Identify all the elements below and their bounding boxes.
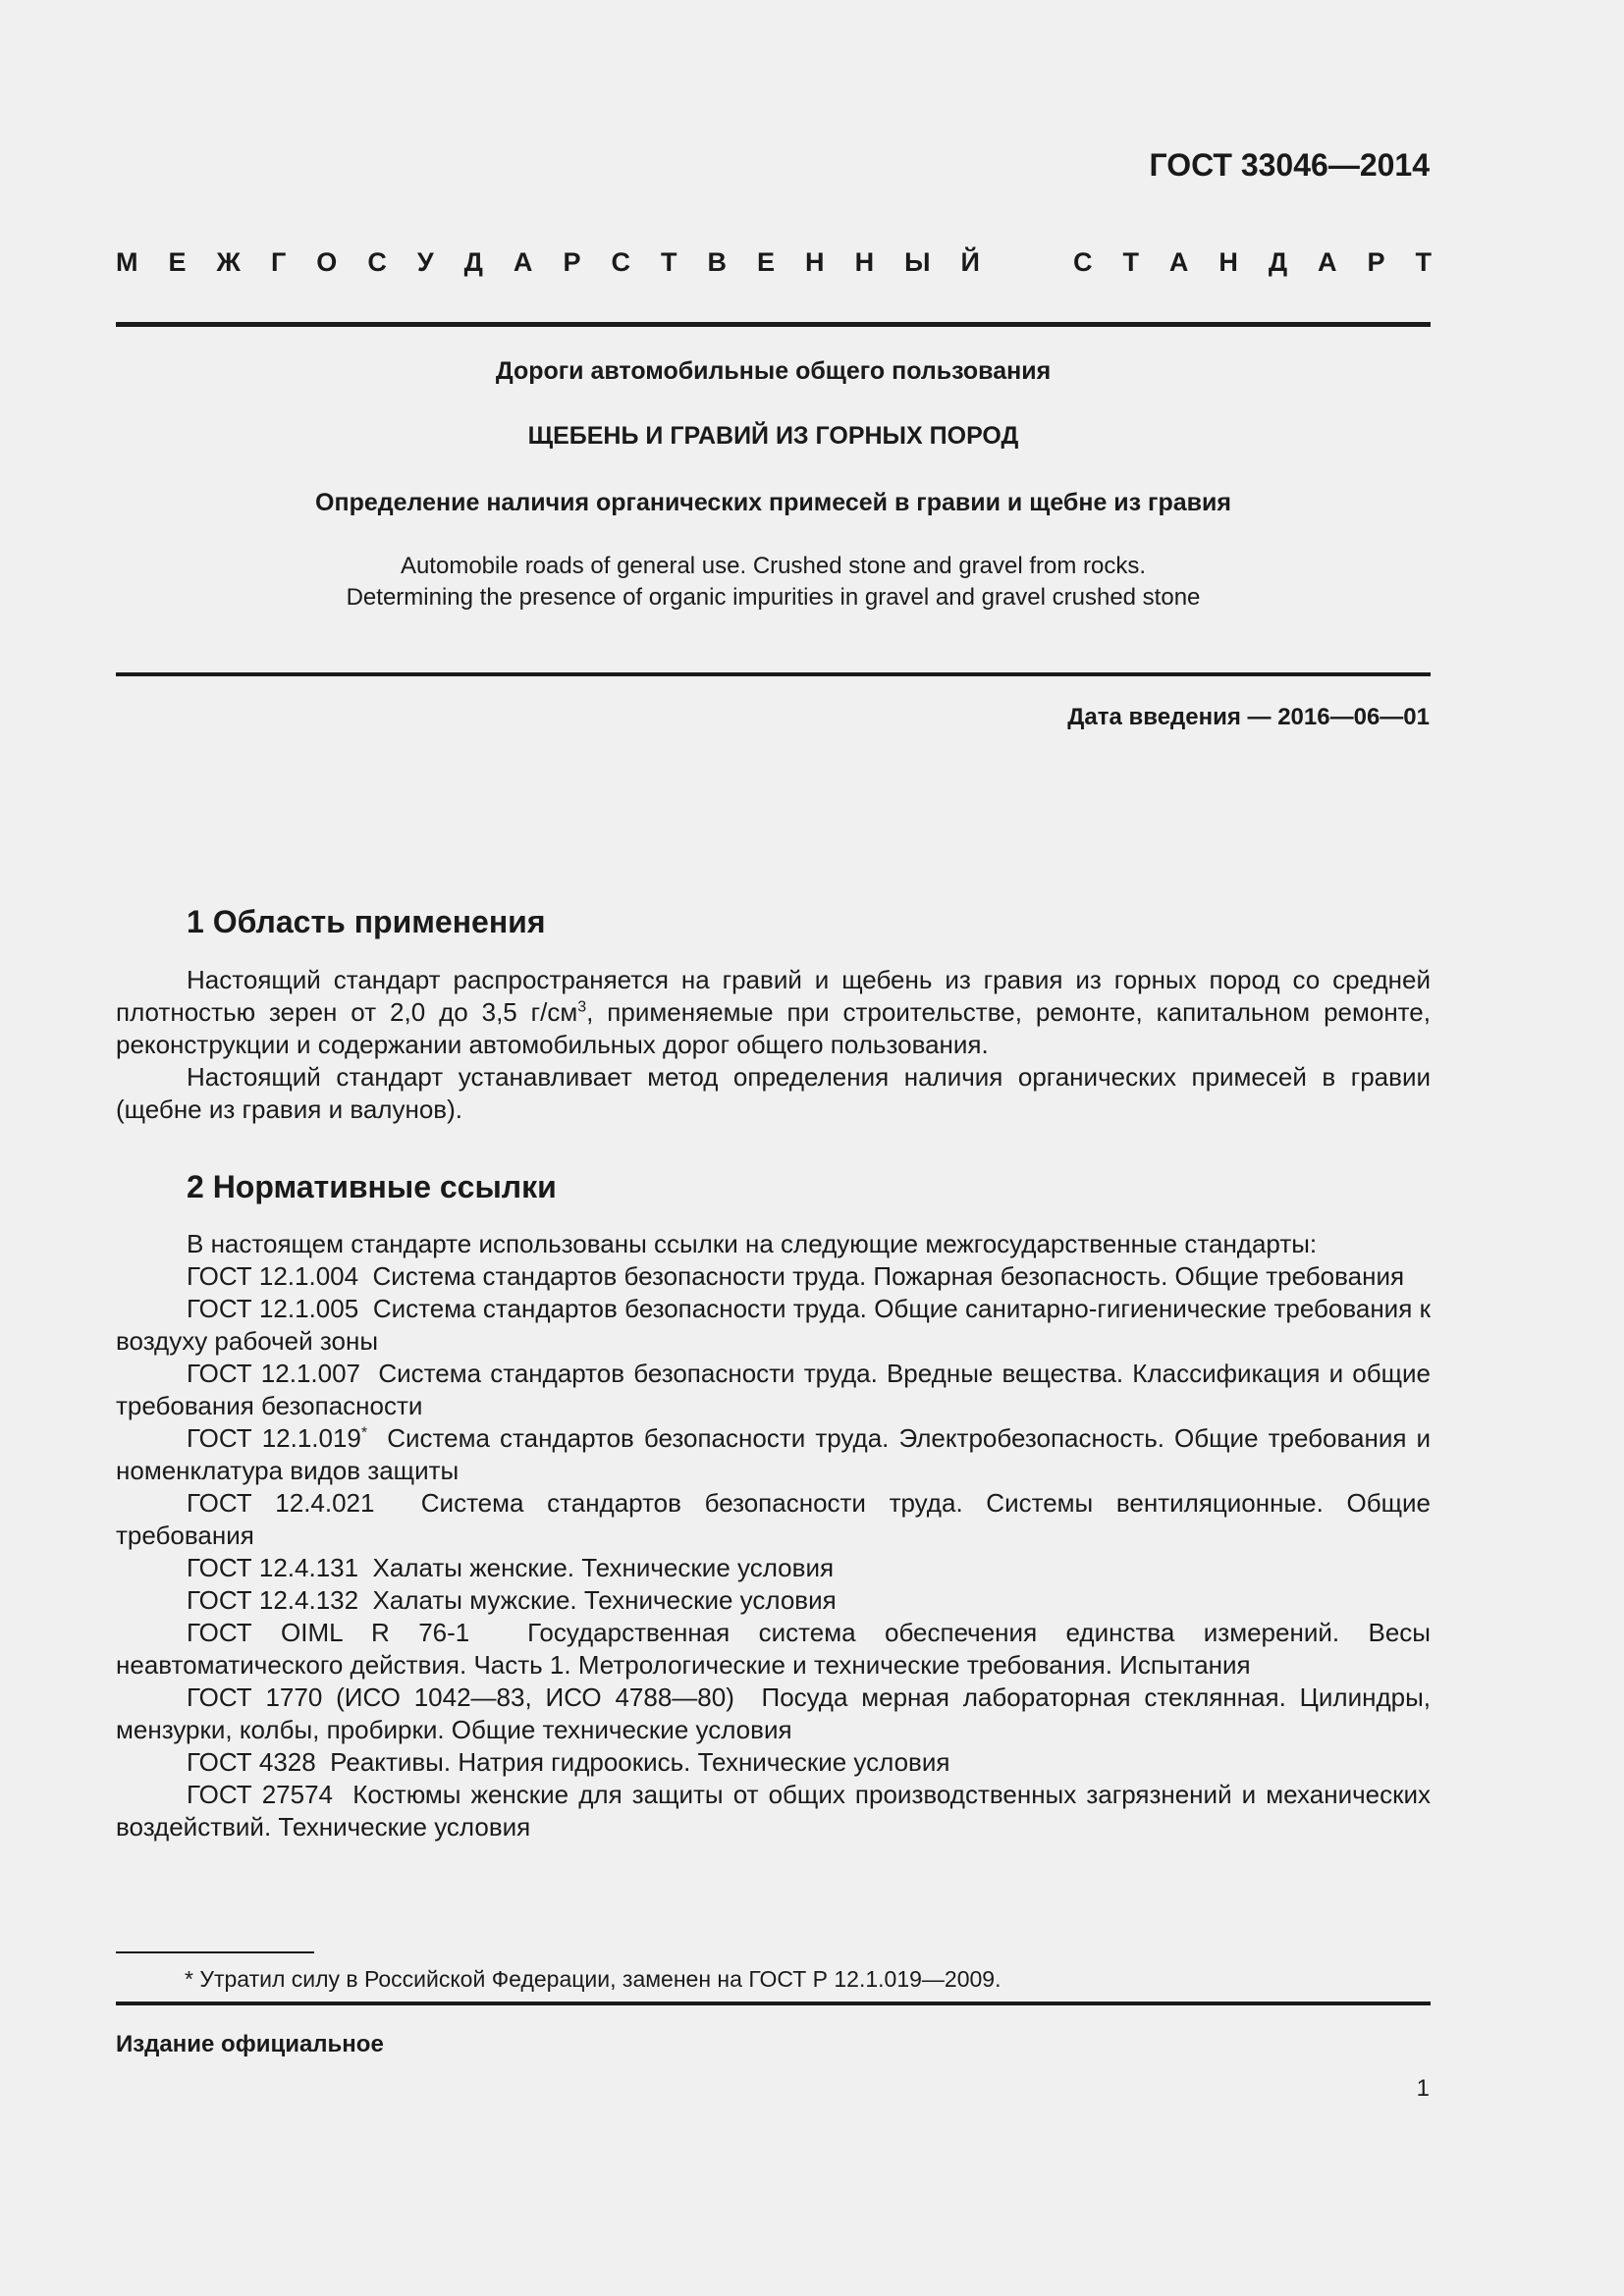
reference-title: Халаты женские. Технические условия — [372, 1553, 835, 1582]
reference-title: Система стандартов безопасности труда. Системы вентиляционные. Общие требования — [116, 1488, 1431, 1550]
footnote-marker: * — [360, 1424, 368, 1442]
document-number: ГОСТ 33046—2014 — [1149, 147, 1430, 183]
reference-title: Система стандартов безопасности труда. Пожарная безопасность. Общие требования — [372, 1261, 1405, 1291]
page-number: 1 — [1416, 2075, 1430, 2102]
standard-type-word-1: М Е Ж Г О С У Д А Р С Т В Е Н Н Ы Й — [116, 247, 980, 277]
reference-code: ГОСТ OIML R 76-1 — [187, 1618, 470, 1647]
reference-item — [116, 1682, 1431, 1746]
title-main: ЩЕБЕНЬ И ГРАВИЙ ИЗ ГОРНЫХ ПОРОД — [527, 422, 1019, 450]
reference-title: Реактивы. Натрия гидроокись. Технические условия — [330, 1747, 950, 1777]
section-2-heading: 2 Нормативные ссылки — [187, 1169, 557, 1204]
footnote-rule — [116, 1951, 314, 1953]
top-rule — [116, 322, 1431, 327]
introduction-date: Дата введения — 2016—06—01 — [1067, 704, 1430, 730]
reference-title: Система стандартов безопасности труда. Вредные вещества. Классификация и общие требования безопасности — [116, 1359, 1431, 1420]
reference-code: ГОСТ 12.1.004 — [187, 1261, 359, 1291]
p1-text-a: Настоящий стандарт распространяется на гравий и щебень из гравия из горных пород со средней плотностью зерен от 2,0 до 3,5 г/см — [116, 965, 1431, 1027]
section-2-intro: В настоящем стандарте использованы ссылки на следующие межгосударственные стандарты: — [187, 1229, 1318, 1258]
standard-type-word-2: С Т А Н Д А Р Т — [1073, 247, 1432, 277]
reference-item — [116, 1552, 1431, 1584]
section-2-body — [116, 1228, 1431, 1843]
reference-title: Посуда мерная лабораторная стеклянная. Цилиндры, мензурки, колбы, пробирки. Общие технические условия — [116, 1682, 1431, 1744]
title-english-line-2: Determining the presence of organic impurities in gravel and gravel crushed stone — [346, 584, 1201, 611]
reference-title: Халаты мужские. Технические условия — [372, 1585, 837, 1615]
section-1-heading: 1 Область применения — [187, 904, 546, 939]
reference-title: Система стандартов безопасности труда. Общие санитарно-гигиенические требования к воздуху рабочей зоны — [116, 1294, 1431, 1356]
reference-item — [116, 1487, 1431, 1552]
reference-code: ГОСТ 4328 — [187, 1747, 316, 1777]
title-group: Дороги автомобильные общего пользования — [495, 357, 1052, 385]
reference-code: ГОСТ 12.1.007 — [187, 1359, 361, 1388]
reference-item — [116, 1422, 1431, 1487]
reference-item — [116, 1260, 1431, 1293]
reference-item — [116, 1746, 1431, 1779]
reference-title: Костюмы женские для защиты от общих производственных загрязнений и механических воздействий. Технические условия — [116, 1780, 1431, 1842]
reference-code: ГОСТ 12.4.132 — [187, 1585, 359, 1615]
reference-title: Государственная система обеспечения единства измерений. Весы неавтоматического действия. Часть 1. Метрологические и технические требования. Испытания — [116, 1618, 1431, 1680]
title-english — [116, 551, 1431, 614]
reference-code: ГОСТ 1770 (ИСО 1042—83, ИСО 4788—80) — [187, 1682, 734, 1712]
standard-type-heading — [116, 247, 1432, 278]
bottom-rule — [116, 2002, 1431, 2005]
reference-list — [116, 1260, 1431, 1843]
reference-code: ГОСТ 27574 — [187, 1780, 334, 1809]
reference-item — [116, 1584, 1431, 1617]
reference-code: ГОСТ 12.4.021 — [187, 1488, 375, 1518]
official-edition-label: Издание официальное — [116, 2031, 384, 2057]
footnote: * Утратил силу в Российской Федерации, заменен на ГОСТ Р 12.1.019—2009. — [185, 1966, 1001, 1992]
title-sub: Определение наличия органических примесей в гравии и щебне из гравия — [315, 489, 1231, 516]
title-bottom-rule — [116, 672, 1431, 676]
p1-superscript: 3 — [577, 998, 587, 1016]
p1-text-b: , применяемые при строительстве, ремонте, капитальном ремонте, реконструкции и содержании автомобильных дорог общего пользования. — [116, 997, 1431, 1059]
reference-item — [116, 1779, 1431, 1843]
reference-item — [116, 1617, 1431, 1682]
reference-title: Система стандартов безопасности труда. Электробезопасность. Общие требования и номенклатура видов защиты — [116, 1423, 1431, 1485]
reference-code: ГОСТ 12.1.019 — [187, 1423, 361, 1453]
title-english-line-1: Automobile roads of general use. Crushed stone and gravel from rocks. — [400, 553, 1147, 579]
section-1-body — [116, 964, 1431, 1126]
section-1-paragraph-1 — [116, 964, 1431, 1061]
reference-item — [116, 1293, 1431, 1358]
section-1-paragraph-2: Настоящий стандарт устанавливает метод определения наличия органических примесей в гравии (щебне из гравия и валунов). — [116, 1062, 1431, 1124]
reference-code: ГОСТ 12.1.005 — [187, 1294, 359, 1323]
reference-item — [116, 1358, 1431, 1422]
reference-code: ГОСТ 12.4.131 — [187, 1553, 359, 1582]
